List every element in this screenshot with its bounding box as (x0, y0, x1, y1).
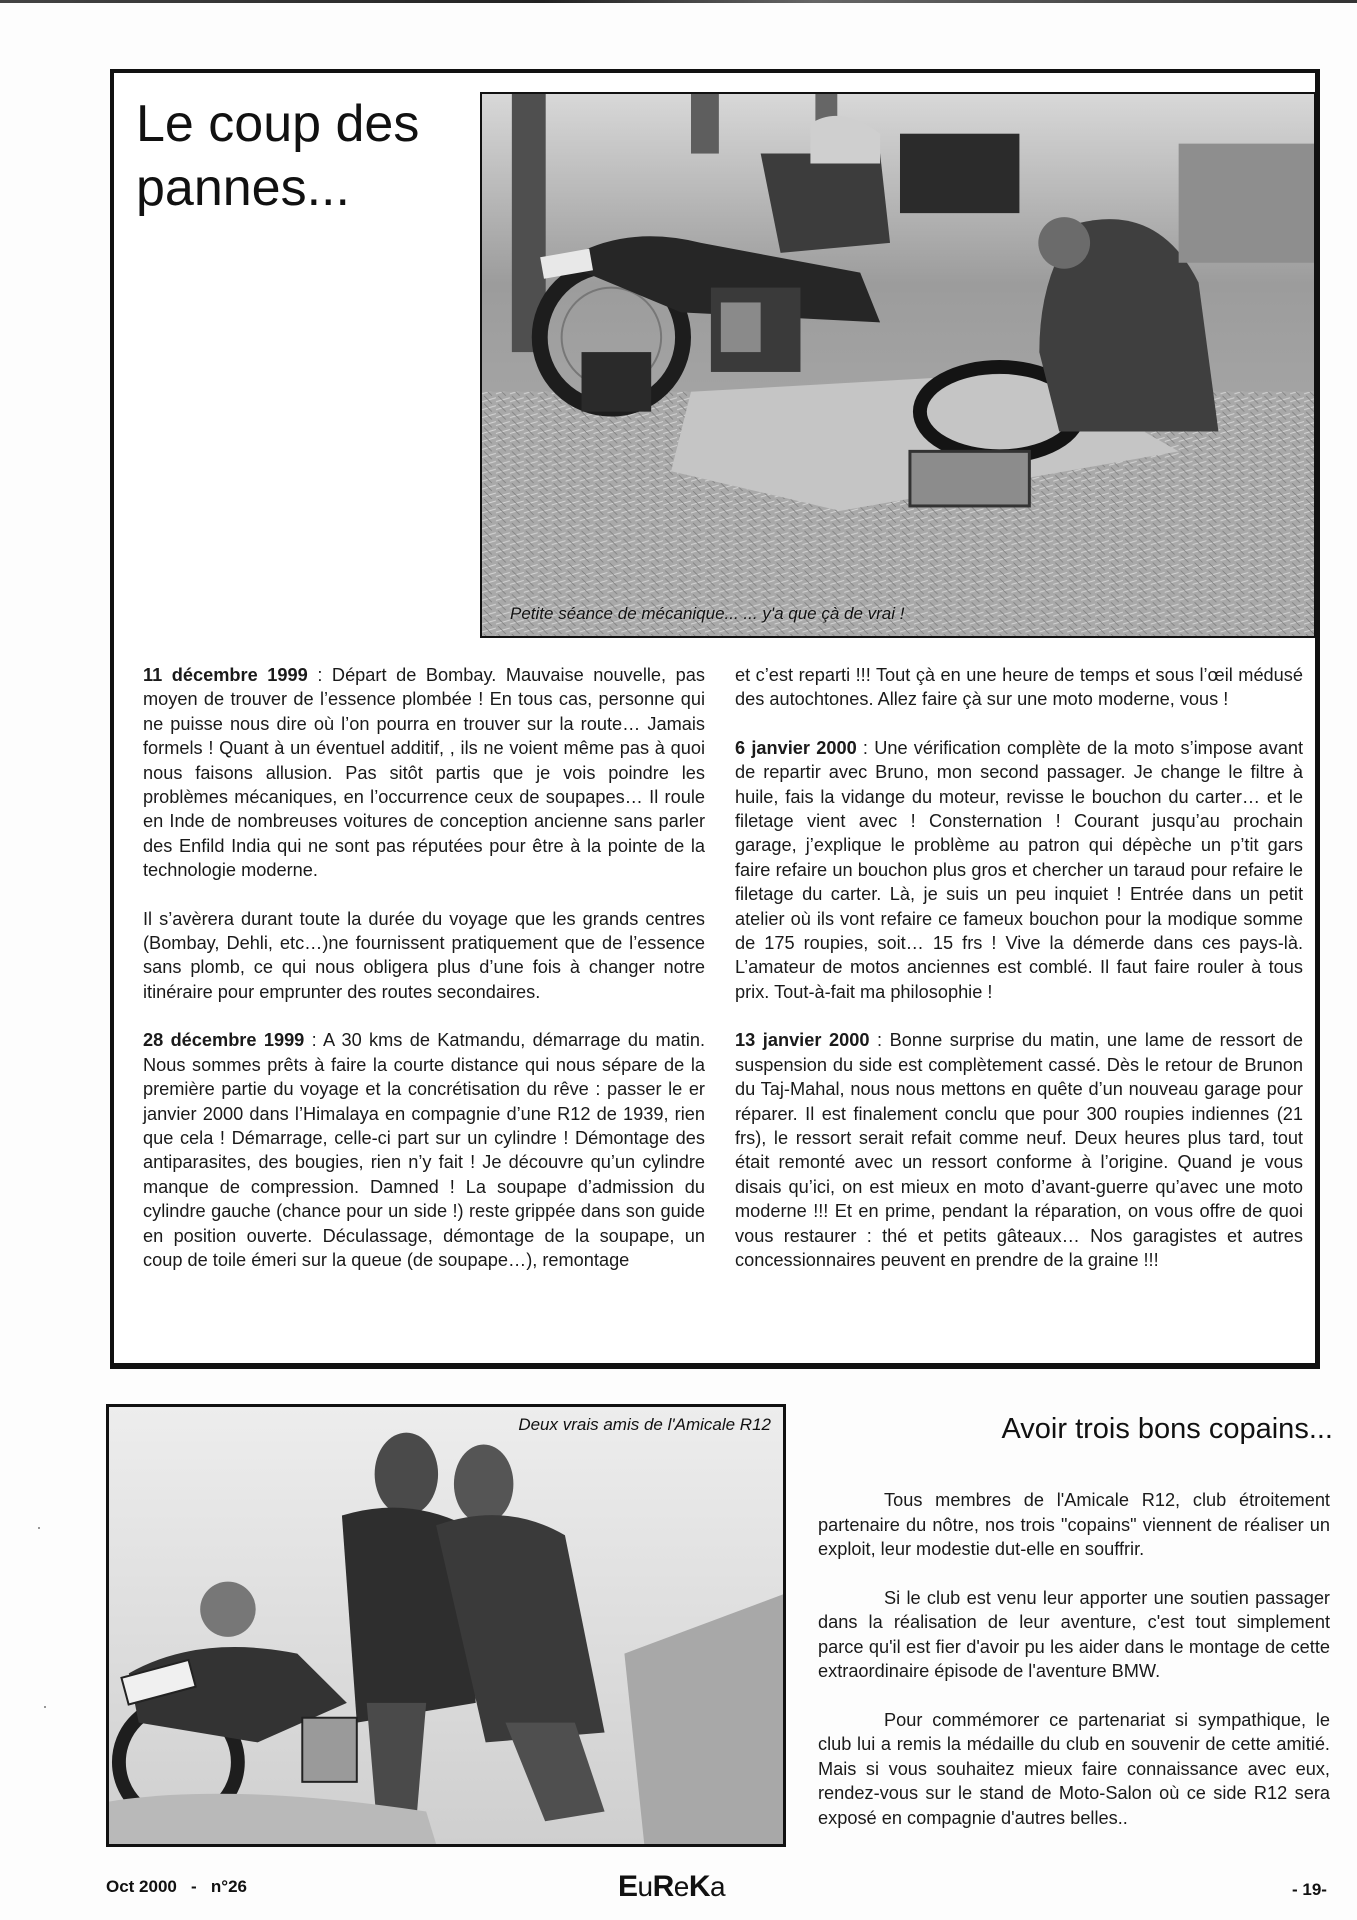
entry-text: : A 30 kms de Katmandu, démarrage du matin. Nous sommes prêts à faire la courte distance qui nous sépare de la première partie du voyage et la concrétisation du rêve : passer le er janvier 2000 dans l’Himalaya en compagnie d’une R12 de 1939, rien que cela ! Démarrage, celle-ci part sur un cylindre ! Démontage des antiparasites, des bougies, rien n’y fait ! Je découvre qu’un cylindre manque de compression. Damned ! La soupape d’admission du cylindre gauche (chance pour un side !) reste grippée dans son guide en position ouverte. Déculassage, démontage de la soupape, un coup de toile émeri sur la queue (de soupape…), remontage (143, 1030, 705, 1270)
article-paragraph (735, 663, 1303, 712)
logo-letter: u (637, 1871, 653, 1902)
page-number: - 19- (1292, 1880, 1327, 1899)
sidebar-title: Avoir trois bons copains... (1001, 1413, 1333, 1445)
scan-edge (0, 0, 1357, 3)
logo-letter: R (652, 1870, 674, 1903)
article-right-column (735, 663, 1303, 1296)
friends-photo (106, 1404, 786, 1847)
article-paragraph (143, 907, 705, 1005)
motorcycle-repair-photo-icon (482, 94, 1314, 636)
entry-text: et c’est reparti !!! Tout çà en une heure de temps et sous l’œil médusé des autochtones. Allez faire çà sur une moto moderne, vous ! (735, 665, 1303, 710)
friends-on-motorcycle-photo-icon (109, 1407, 783, 1844)
scan-speck (38, 1527, 40, 1529)
entry-text: : Départ de Bombay. Mauvaise nouvelle, pas moyen de trouver de l’essence plombée ! En tous cas, personne qui ne puisse nous dire où l’on pourra en trouver sur la route… Jamais formels ! Quant à un éventuel additif, , ils ne voient même pas à quoi nous faisons allusion. Pas sitôt partis que je vois poindre les problèmes mécaniques, en l’occurrence ceux de soupapes… Il roule en Inde de nombreuses voitures de conception ancienne sans parler des Enfild India qui ne sont pas réputées pour être à la pointe de la technologie moderne. (143, 665, 705, 881)
friends-photo-caption: Deux vrais amis de l'Amicale R12 (518, 1415, 771, 1434)
article-title: Le coup des pannes... (136, 95, 420, 217)
sidebar-text (818, 1488, 1330, 1854)
sidebar-paragraph: Tous membres de l'Amicale R12, club étroitement partenaire du nôtre, nos trois "copains" viennent de réaliser un exploit, leur modestie dut-elle en souffrir. (818, 1490, 1330, 1559)
sidebar-paragraph: Pour commémorer ce partenariat si sympathique, le club lui a remis la médaille du club en souvenir de cette amitié. Mais si vous souhaitez mieux faire connaissance avec eux, rendez-vous sur le stand de Moto-Salon où ce side R12 sera exposé en compagnie d'autres belles.. (818, 1709, 1330, 1828)
main-photo-caption: Petite séance de mécanique... ... y'a que çà de vrai ! (510, 604, 905, 623)
logo-letter: K (688, 1870, 711, 1903)
issue-info: Oct 2000 - n°26 (106, 1877, 247, 1896)
logo-letter: e (673, 1871, 689, 1902)
article-paragraph (735, 736, 1303, 1004)
entry-text: : Bonne surprise du matin, une lame de ressort de suspension du side est complètement cassé. Dès le retour de Brunon du Taj-Mahal, nous nous mettons en quête d’un nouveau garage pour réparer. Il est finalement conclu que pour 300 roupies indiennes (21 frs), le ressort serait refait comme neuf. Deux heures plus tard, tout était remonté avec un ressort conforme à l’origine. Quand je vous disais qu’ici, on est mieux en moto d’avant-guerre qu’avec une moto moderne !!! Et en prime, pendant la réparation, on vous offre de quoi vous restaurer : thé et petits gâteaux… Nos garagistes et autres concessionnaires peuvent en prendre de la graine !!! (735, 1030, 1304, 1270)
logo-letter: a (710, 1871, 726, 1902)
entry-text: : Une vérification complète de la moto s’impose avant de repartir avec Bruno, mon second passager. Je change le filtre à huile, fais la vidange du moteur, revisse le bouchon du carter… et le filetage vient avec ! Consternation ! Courant jusqu’au prochain garage, j’explique le problème au patron qui dépèche un p’tit gars faire refaire un bouchon plus gros et chercher un taraud pour refaire le filetage du carter. Là, je suis un peu inquiet ! Entrée dans un petit atelier où ils vont refaire ce fameux bouchon pour la modique somme de 175 roupies, soit… 15 frs ! Vive la démerde dans ces pays-là. L’amateur de motos anciennes est comblé. Il faut faire rouler à tous prix. Tout-à-fait ma philosophie ! (735, 737, 1303, 1002)
main-photo (480, 92, 1316, 638)
article-paragraph (735, 1028, 1303, 1272)
article-left-column (143, 663, 705, 1296)
article-paragraph (143, 663, 705, 883)
entry-text: Il s’avèrera durant toute la durée du voyage que les grands centres (Bombay, Dehli, etc…)ne fournissent pratiquement que de l’essence sans plomb, ce qui nous obligera plus d’une fois à changer notre itinéraire pour emprunter des routes secondaires. (143, 908, 705, 1002)
entry-date: 6 janvier 2000 (735, 737, 857, 758)
magazine-logo (618, 1870, 725, 1904)
logo-letter: E (618, 1870, 638, 1903)
sidebar-paragraph: Si le club est venu leur apporter une soutien passager dans la réalisation de leur aventure, c'est tout simplement parce qu'il est fier d'avoir pu les aider dans le montage de cette extraordinaire épisode de l'aventure BMW. (818, 1587, 1330, 1681)
scan-speck (44, 1706, 46, 1708)
article-paragraph (143, 1028, 705, 1272)
entry-date: 13 janvier 2000 (735, 1030, 870, 1051)
entry-date: 28 décembre 1999 (143, 1030, 305, 1051)
entry-date: 11 décembre 1999 (143, 665, 308, 685)
